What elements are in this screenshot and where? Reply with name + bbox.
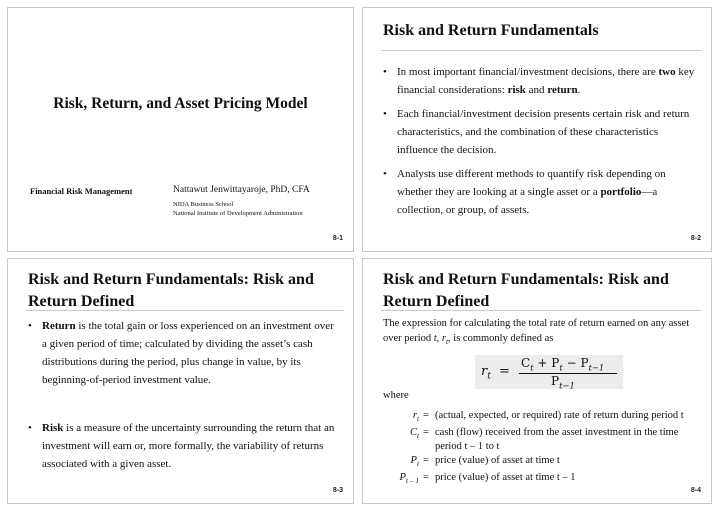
title-divider [26, 310, 343, 311]
title-divider [381, 50, 701, 51]
slide-2-title: Risk and Return Fundamentals [383, 22, 599, 39]
bullet-list [383, 63, 697, 225]
bullet-item: • In most important financial/investment decisions, there are two key financial considerations: risk and return. [383, 63, 697, 99]
title-divider [381, 310, 701, 311]
slide-3-title: Risk and Return Fundamentals: Risk and Return Defined [28, 271, 314, 310]
variable-definitions [389, 409, 701, 488]
author-name: Nattawut Jenwittayaroje, PhD, CFA [173, 185, 310, 195]
bullet-item: • Analysts use different methods to quantify risk depending on whether they are looking at a single asset or a portfolio—a collection, or group, of assets. [383, 165, 697, 219]
institute-name: National Institute of Development Administration [173, 210, 303, 217]
page-number: 8-3 [332, 487, 343, 494]
slide-2 [362, 7, 712, 252]
page-number: 8-1 [332, 235, 343, 242]
bullet-item: • Risk is a measure of the uncertainty surrounding the return that an investment will earn or, more formally, the variability of returns associated with a given asset. [28, 419, 339, 473]
slide-1-title: Risk, Return, and Asset Pricing Model [53, 95, 308, 112]
school-name: NIDA Business School [173, 201, 234, 208]
slide-1 [7, 7, 354, 252]
definition-row: $P_{t - 1}$ = price (value) of asset at time t – 1 [399, 472, 576, 486]
definition-row: $P_t$ = price (value) of asset at time t [410, 455, 560, 469]
bullet-list [28, 317, 339, 479]
definition-row: $C_t$ = cash (flow) received from the asset investment in the time period t – 1 to t [409, 427, 679, 453]
bullet-item: • Return is the total gain or loss experienced on an investment over a given period of time; calculated by dividing the asset’s cash distributions during the period, plus change in value, by its beginning-of-period investment value. [28, 317, 339, 389]
intro-text: The expression for calculating the total rate of return earned on any asset over period t, $r_t$, is commonly defined as [383, 318, 690, 347]
bullet-item: • Each financial/investment decision presents certain risk and return characteristics, and the combination of these characteristics influence the decision. [383, 105, 697, 159]
page-number: 8-2 [690, 235, 701, 242]
where-label: where [383, 390, 409, 401]
page-number: 8-4 [690, 487, 701, 494]
course-name: Financial Risk Management [30, 186, 133, 196]
definition-row: $r_t$ = (actual, expected, or required) rate of return during period t [412, 410, 684, 424]
return-formula: $r_t$ = $C_t + P_t - P_{t-1}$ $P_{t-1}$ [475, 355, 623, 389]
slide-4-title: Risk and Return Fundamentals: Risk and Return Defined [383, 271, 669, 310]
slide-4 [362, 258, 712, 504]
slide-3 [7, 258, 354, 504]
